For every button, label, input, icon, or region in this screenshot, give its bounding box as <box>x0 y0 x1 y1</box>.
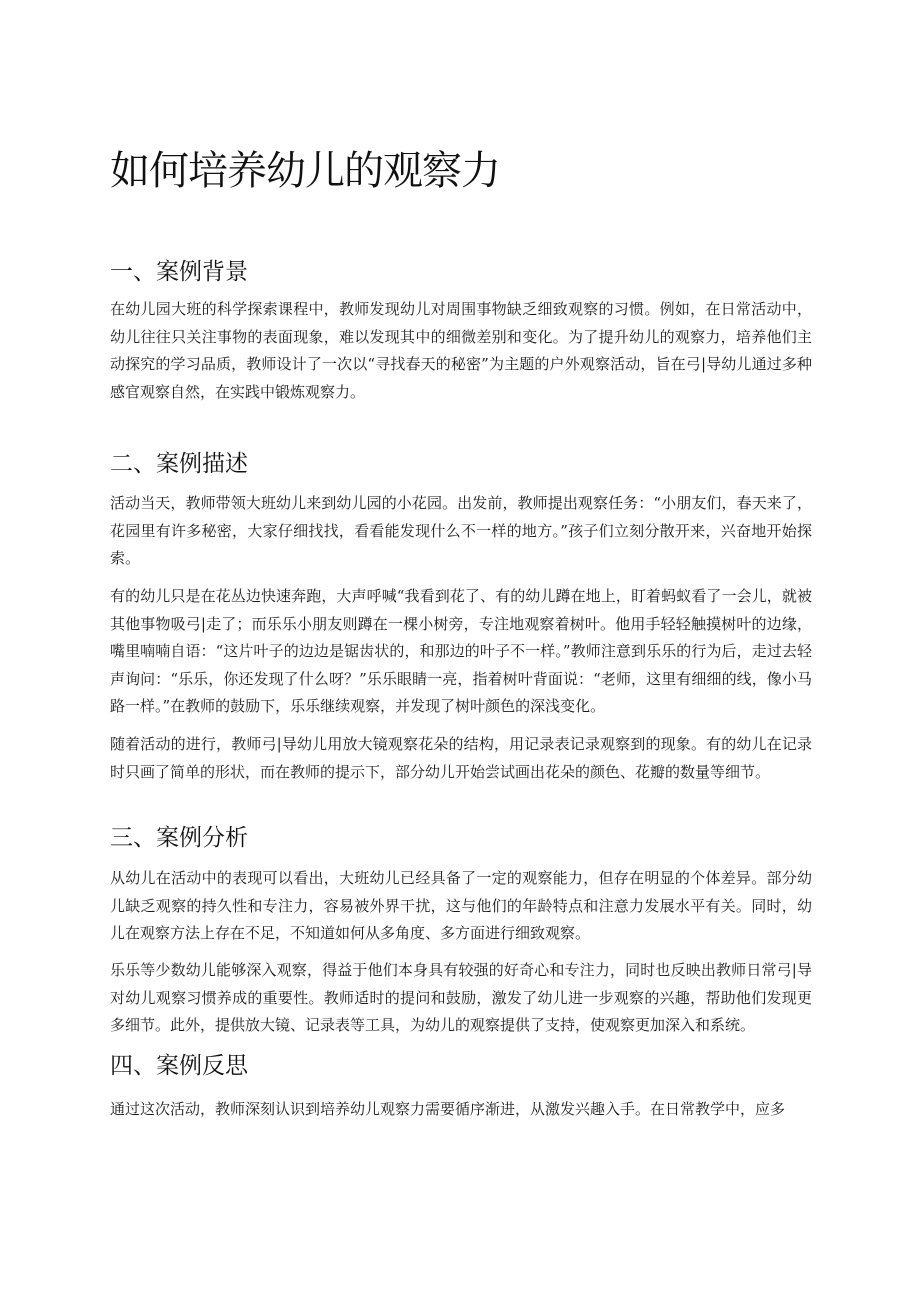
paragraph-reflection-1: 通过这次活动，教师深刻认识到培养幼儿观察力需要循序渐进，从激发兴趣入手。在日常教学中，应多 <box>110 1100 786 1118</box>
paragraph-description-2: 有的幼儿只是在花丛边快速奔跑，大声呼喊“我看到花了、有的幼儿蹲在地上，盯着蚂蚁看了一会儿，就被其他事物吸弓|走了；而乐乐小朋友则蹲在一棵小树旁，专注地观察着树叶。他用手轻轻触摸树叶的边缘，嘴里喃喃自语：“这片叶子的边边是锯齿状的，和那边的叶子不一样。”教师注意到乐乐的行为后，走过去轻声询问：“乐乐，你还发现了什么呀？”乐乐眼睛一亮，指着树叶背面说：“老师，这里有细细的线，像小马路一样。”在教师的鼓励下，乐乐继续观察，并发现了树叶颜色的深浅变化。 <box>110 587 812 715</box>
section-heading-reflection: 四、案例反思 <box>110 1053 248 1079</box>
paragraph-background-1: 在幼儿园大班的科学探索课程中，教师发现幼儿对周围事物缺乏细致观察的习惯。例如，在日常活动中，幼儿往往只关注事物的表面现象，难以发现其中的细微差别和变化。为了提升幼儿的观察力，培养他们主动探究的学习品质，教师设计了一次以“寻找春天的秘密”为主题的户外观察活动，旨在弓|导幼儿通过多种感官观察自然，在实践中锻炼观察力。 <box>110 300 812 401</box>
paragraph-description-1: 活动当天，教师带领大班幼儿来到幼儿园的小花园。出发前，教师提出观察任务：“小朋友们，春天来了，花园里有许多秘密，大家仔细找找，看看能发现什么不一样的地方。”孩子们立刻分散开来，兴奋地开始探索。 <box>110 494 812 567</box>
document-title: 如何培养幼儿的观察力 <box>110 148 500 194</box>
section-heading-background: 一、案例背景 <box>110 259 248 285</box>
paragraph-description-3: 随着活动的进行，教师弓|导幼儿用放大镜观察花朵的结构，用记录表记录观察到的现象。有的幼儿在记录时只画了简单的形状，而在教师的提示下，部分幼儿开始尝试画出花朵的颜色、花瓣的数量等细节。 <box>110 735 812 781</box>
paragraph-analysis-1: 从幼儿在活动中的表现可以看出，大班幼儿已经具备了一定的观察能力，但存在明显的个体差异。部分幼儿缺乏观察的持久性和专注力，容易被外界干扰，这与他们的年龄特点和注意力发展水平有关。同时，幼儿在观察方法上存在不足，不知道如何从多角度、多方面进行细致观察。 <box>110 869 812 942</box>
section-heading-description: 二、案例描述 <box>110 451 248 477</box>
section-heading-analysis: 三、案例分析 <box>110 825 248 851</box>
paragraph-analysis-2: 乐乐等少数幼儿能够深入观察，得益于他们本身具有较强的好奇心和专注力，同时也反映出教师日常弓|导对幼儿观察习惯养成的重要性。教师适时的提问和鼓励，激发了幼儿进一步观察的兴趣，帮助他们发现更多细节。此外，提供放大镜、记录表等工具，为幼儿的观察提供了支持，使观察更加深入和系统。 <box>110 961 812 1034</box>
